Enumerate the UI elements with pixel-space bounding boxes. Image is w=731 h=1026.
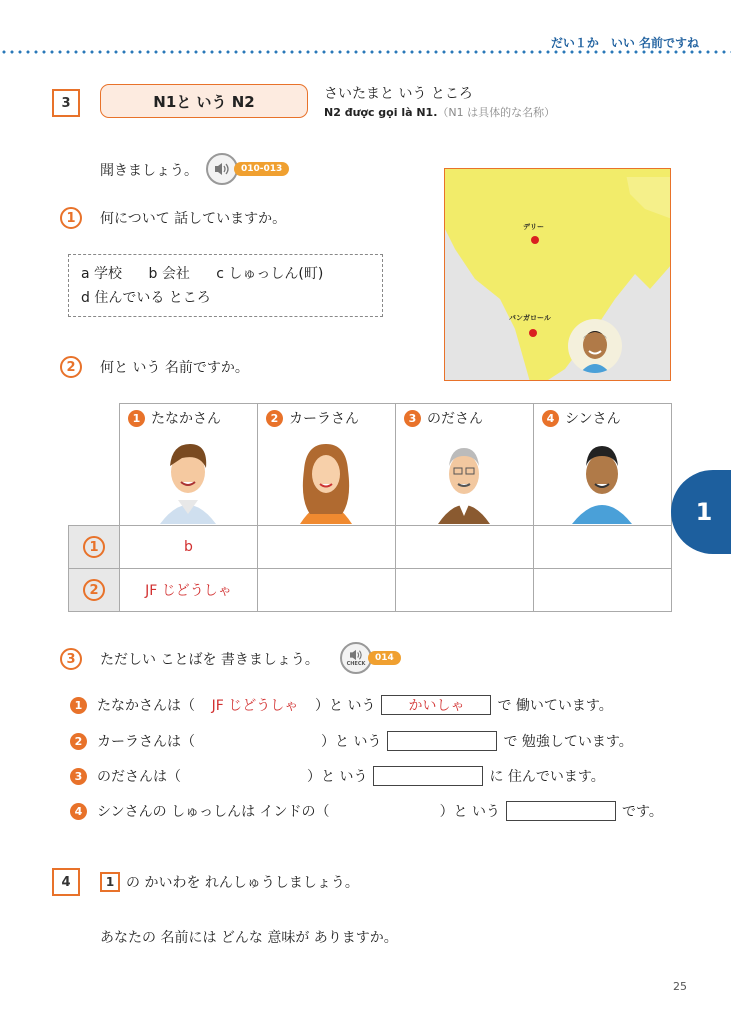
sentence-part: シンさんの しゅっしんは インドの（ xyxy=(97,804,330,820)
city-marker-delhi xyxy=(531,236,539,244)
city-label-delhi: デリー xyxy=(523,223,544,231)
answer-cell[interactable] xyxy=(396,569,534,612)
answer-cell[interactable] xyxy=(534,569,672,612)
sentence-part: です。 xyxy=(622,804,663,820)
person-illustration xyxy=(286,430,366,524)
dotted-divider xyxy=(0,50,731,54)
person-number: 3 xyxy=(404,410,421,427)
person-card xyxy=(534,404,672,526)
sentence-row xyxy=(70,695,613,715)
question-number: 3 xyxy=(60,648,82,670)
answer-box[interactable] xyxy=(387,731,497,751)
sentence-part: ）と いう xyxy=(315,698,376,714)
sentence-part: で 勉強しています。 xyxy=(503,734,633,750)
person-number: 2 xyxy=(266,410,283,427)
answer-box[interactable]: かいしゃ xyxy=(381,695,491,715)
city-label-bangalore: バンガロール xyxy=(509,314,551,322)
person-name: のださん xyxy=(427,411,483,427)
person-number: 1 xyxy=(128,410,145,427)
person-card xyxy=(258,404,396,526)
answer-table xyxy=(68,403,672,612)
pattern-example: さいたまと いう ところ xyxy=(324,86,473,102)
listen-label: 聞きましょう。 xyxy=(100,163,198,179)
sentence-part: たなかさんは（ xyxy=(97,698,195,714)
person-name: たなかさん xyxy=(151,411,221,427)
question-number: 2 xyxy=(60,356,82,378)
city-marker-bangalore xyxy=(529,329,537,337)
choice-b: b 会社 xyxy=(148,266,190,282)
audio-button[interactable] xyxy=(206,153,289,185)
answer-cell[interactable] xyxy=(258,526,396,569)
person-name: カーラさん xyxy=(289,411,359,427)
section4-instruction xyxy=(100,872,359,892)
sentence-part: のださんは（ xyxy=(97,769,181,785)
row-label: 1 xyxy=(83,536,105,558)
sentence-number: 4 xyxy=(70,803,87,820)
avatar xyxy=(568,319,622,373)
track-number: 014 xyxy=(368,651,401,665)
person-card xyxy=(120,404,258,526)
person-illustration xyxy=(424,430,504,524)
sentence-number: 2 xyxy=(70,733,87,750)
sentence-row xyxy=(70,801,663,821)
reference-number: 1 xyxy=(100,872,120,892)
answer-box[interactable] xyxy=(506,801,616,821)
grammar-pattern: N1と いう N2 xyxy=(100,84,308,118)
sentence-row xyxy=(70,731,633,751)
chapter-title: だい１か いい 名前ですね xyxy=(550,36,699,50)
person-number: 4 xyxy=(542,410,559,427)
question-text: 何と いう 名前ですか。 xyxy=(100,360,249,376)
sentence-part: に 住んでいます。 xyxy=(489,769,605,785)
answer-cell[interactable]: b xyxy=(120,526,258,569)
audio-button[interactable] xyxy=(340,642,401,674)
blank-answer[interactable]: JF じどうしゃ xyxy=(211,698,299,714)
person-illustration xyxy=(562,430,642,524)
person-name: シンさん xyxy=(565,411,621,427)
row-label: 2 xyxy=(83,579,105,601)
sentence-row xyxy=(70,766,605,786)
answer-cell[interactable] xyxy=(534,526,672,569)
answer-box[interactable] xyxy=(373,766,483,786)
question-text: 何について 話していますか。 xyxy=(100,211,287,227)
discussion-question: あなたの 名前には どんな 意味が ありますか。 xyxy=(100,930,398,946)
explanation-note: （N1 は具体的な名称） xyxy=(437,106,556,119)
question-text: ただしい ことばを 書きましょう。 xyxy=(100,652,319,668)
person-illustration xyxy=(148,430,228,524)
section-number: 3 xyxy=(52,89,80,117)
track-number: 010-013 xyxy=(234,162,289,176)
page-number: 25 xyxy=(673,980,687,993)
explanation-vn: N2 được gọi là N1. xyxy=(324,106,438,119)
sentence-number: 3 xyxy=(70,768,87,785)
check-label: CHECK xyxy=(346,661,366,667)
sentence-part: ）と いう xyxy=(321,734,382,750)
sentence-part: ）と いう xyxy=(439,804,501,820)
sentence-part: で 働いています。 xyxy=(497,698,613,714)
question-number: 1 xyxy=(60,207,82,229)
sentence-number: 1 xyxy=(70,697,87,714)
answer-cell[interactable] xyxy=(396,526,534,569)
sentence-part: ）と いう xyxy=(307,769,368,785)
instruction-text: の かいわを れんしゅうしましょう。 xyxy=(126,875,359,891)
answer-cell[interactable] xyxy=(258,569,396,612)
choice-d: d 住んでいる ところ xyxy=(81,290,211,306)
choice-c: c しゅっしん(町) xyxy=(216,266,324,282)
choice-a: a 学校 xyxy=(81,266,123,282)
section-number: 4 xyxy=(52,868,80,896)
person-card xyxy=(396,404,534,526)
india-map xyxy=(444,168,671,381)
chapter-tab: 1 xyxy=(671,470,731,554)
sentence-part: カーラさんは（ xyxy=(97,734,195,750)
answer-cell[interactable]: JF じどうしゃ xyxy=(120,569,258,612)
pattern-explanation xyxy=(324,104,555,120)
choice-box xyxy=(68,254,383,317)
